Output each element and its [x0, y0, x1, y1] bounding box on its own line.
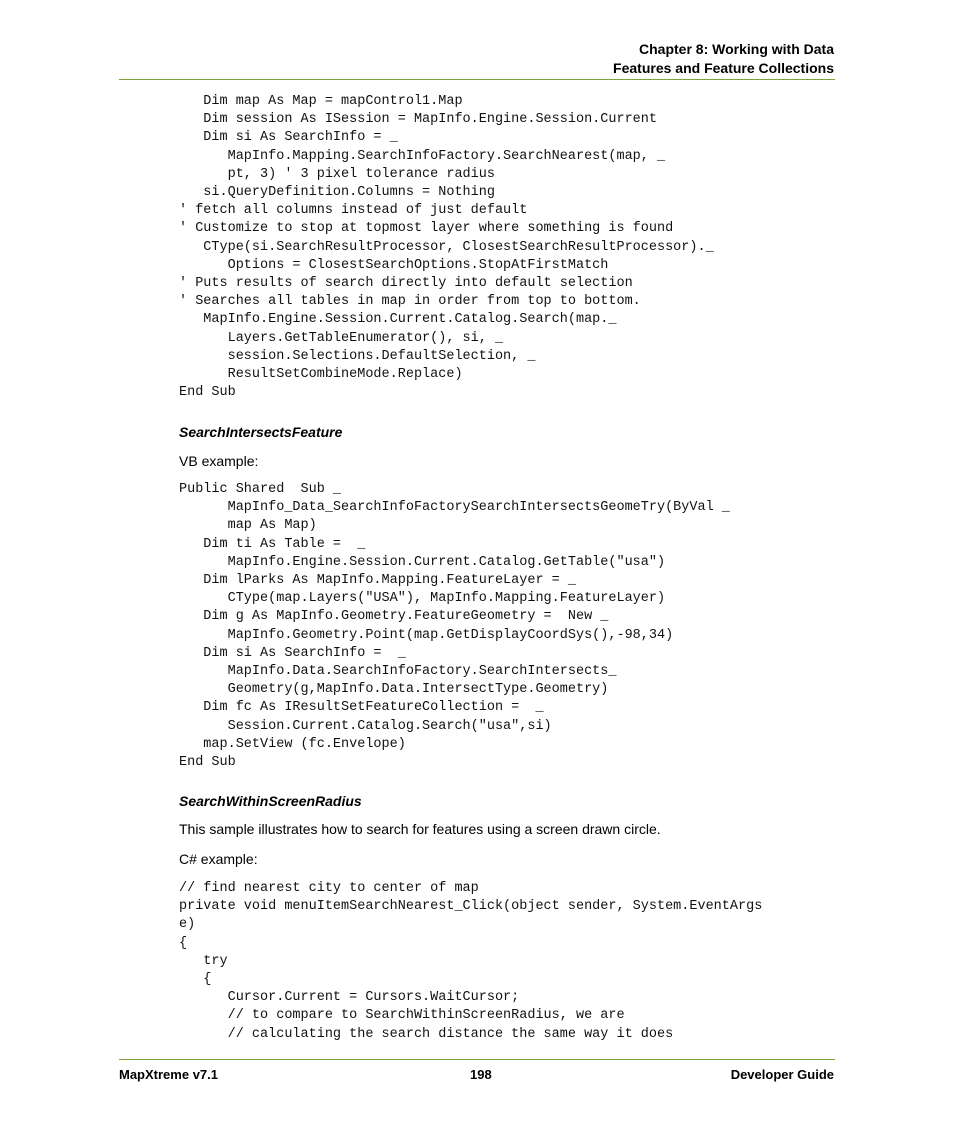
- heading-search-within-screen-radius: SearchWithinScreenRadius: [179, 793, 362, 809]
- page-number: 198: [470, 1067, 492, 1082]
- footer-product: MapXtreme v7.1: [119, 1067, 218, 1082]
- heading-search-intersects-feature: SearchIntersectsFeature: [179, 424, 343, 440]
- vb-example-label: VB example:: [179, 453, 259, 469]
- sample-description: This sample illustrates how to search for features using a screen drawn circle.: [179, 821, 661, 837]
- chapter-title: Chapter 8: Working with Data: [639, 41, 834, 57]
- code-block-search-within-screen-radius: // find nearest city to center of map private void menuItemSearchNearest_Click(object sender, System.EventArgs e) { try { Cursor.Current = Cursors.WaitCursor; // to compare to SearchWithinScreenRadius, we are // calculating the search distance the same way it does: [179, 881, 763, 1042]
- cs-example-label: C# example:: [179, 851, 258, 867]
- section-title: Features and Feature Collections: [613, 60, 834, 76]
- header-rule: [119, 79, 835, 80]
- footer-guide-title: Developer Guide: [730, 1067, 834, 1082]
- running-header: [613, 40, 834, 78]
- code-block-search-nearest: Dim map As Map = mapControl1.Map Dim session As ISession = MapInfo.Engine.Session.Current Dim si As SearchInfo = _ MapInfo.Mapping.SearchInfoFactory.SearchNearest(map, _ pt, 3) ' 3 pixel tolerance radius si.QueryDefinition.Columns = Nothing ' fetch all columns instead of just default ' Customize to stop at topmost layer where something is found CType(si.SearchResultProcessor, ClosestSearchResultProcessor)._ Options = ClosestSearchOptions.StopAtFirstMatch ' Puts results of search directly into default selection ' Searches all tables in map in order from top to bottom. MapInfo.Engine.Session.Current.Catalog.Search(map._ Layers.GetTableEnumerator(), si, _ session.Selections.DefaultSelection, _ ResultSetCombineMode.Replace) End Sub: [179, 94, 714, 401]
- code-block-search-intersects: Public Shared Sub _ MapInfo_Data_SearchInfoFactorySearchIntersectsGeomeTry(ByVal _ map As Map) Dim ti As Table = _ MapInfo.Engine.Session.Current.Catalog.GetTable("usa") Dim lParks As MapInfo.Mapping.FeatureLayer = _ CType(map.Layers("USA"), MapInfo.Mapping.FeatureLayer) Dim g As MapInfo.Geometry.FeatureGeometry = New _ MapInfo.Geometry.Point(map.GetDisplayCoordSys(),-98,34) Dim si As SearchInfo = _ MapInfo.Data.SearchInfoFactory.SearchIntersects_ Geometry(g,MapInfo.Data.IntersectType.Geometry) Dim fc As IResultSetFeatureCollection = _ Session.Current.Catalog.Search("usa",si) map.SetView (fc.Envelope) End Sub: [179, 482, 730, 771]
- footer-rule: [119, 1059, 835, 1060]
